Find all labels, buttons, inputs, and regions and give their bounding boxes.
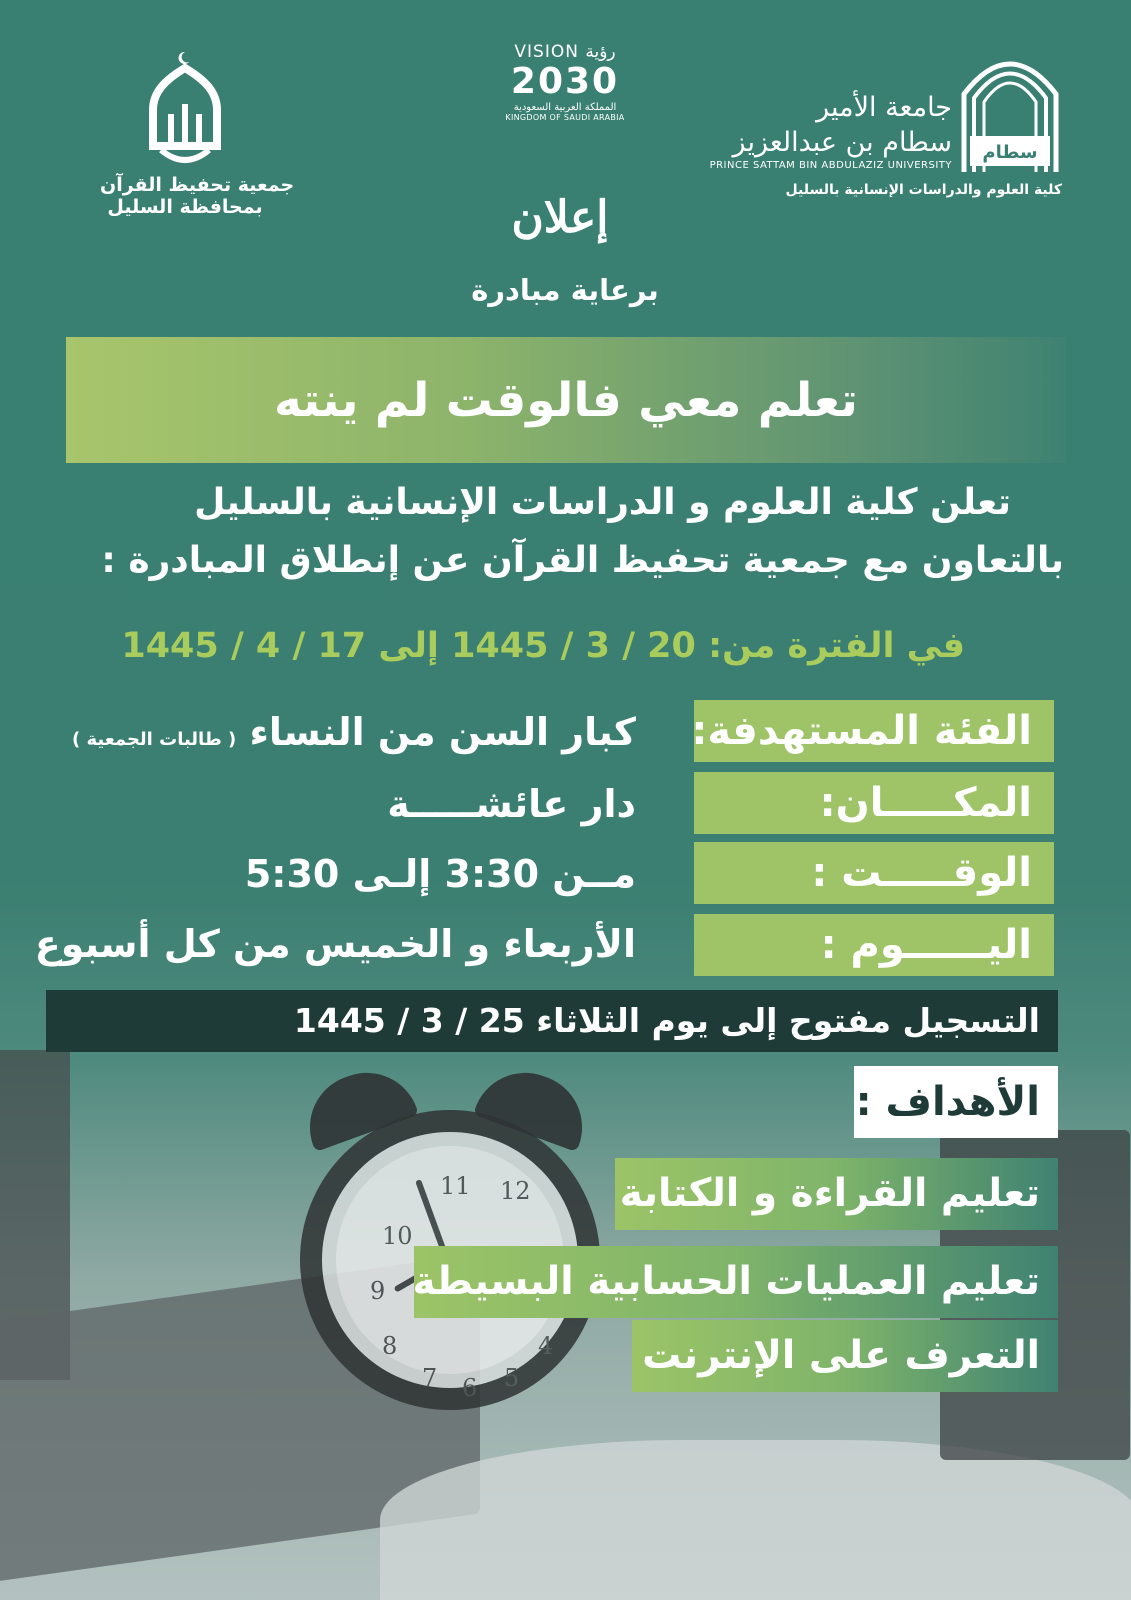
vision-arabic: رؤية xyxy=(585,42,616,62)
goal-item: تعليم العمليات الحسابية البسيطة xyxy=(414,1246,1058,1318)
vision-2030-logo xyxy=(490,42,640,122)
sponsorship-text: برعاية مبادرة xyxy=(471,273,659,307)
university-gate-icon xyxy=(960,44,1060,172)
place-value: دار عائشـــــة xyxy=(387,782,636,826)
university-name-english: PRINCE SATTAM BIN ABDULAZIZ UNIVERSITY xyxy=(709,160,952,171)
intro-line1: تعلن كلية العلوم و الدراسات الإنسانية بالسليل xyxy=(194,482,1011,523)
registration-banner: التسجيل مفتوح إلى يوم الثلاثاء 25 / 3 / 1445 xyxy=(46,990,1058,1052)
book-image xyxy=(380,1440,1131,1600)
college-name: كلية العلوم والدراسات الإنسانية بالسليل xyxy=(785,182,1062,198)
goal-item: تعليم القراءة و الكتابة xyxy=(615,1158,1058,1230)
university-logo xyxy=(709,44,1100,204)
day-label: اليــــــوم : xyxy=(694,914,1054,976)
announcement-calligraphy-text: إعلان xyxy=(511,192,609,243)
vision-subtitle-english: KINGDOM OF SAUDI ARABIA xyxy=(505,113,625,122)
vision-english: VISION xyxy=(514,42,579,62)
goals-heading: الأهداف : xyxy=(854,1066,1058,1138)
day-value: الأربعاء و الخميس من كل أسبوع xyxy=(34,922,636,966)
place-label: المكـــــان: xyxy=(694,772,1054,834)
university-name-line2: سطام بن عبدالعزيز xyxy=(732,127,952,158)
time-label: الوقـــــت : xyxy=(694,842,1054,904)
association-name-line1: جمعية تحفيظ القرآن xyxy=(100,174,295,196)
target-value xyxy=(72,710,636,754)
target-value-text: كبار السن من النساء xyxy=(249,710,636,754)
period-dates: في الفترة من: 20 / 3 / 1445 إلى 17 / 4 / 1445 xyxy=(121,626,965,666)
vision-year: 2030 xyxy=(510,61,620,102)
mosque-dome-icon xyxy=(147,50,223,170)
time-value: مــن 3:30 إلـى 5:30 xyxy=(244,852,636,896)
announcement-calligraphy xyxy=(500,170,620,260)
quran-association-logo xyxy=(100,50,295,218)
title-banner xyxy=(66,337,1066,463)
vision-subtitle-arabic: المملكة العربية السعودية xyxy=(513,102,617,113)
intro-line2: بالتعاون مع جمعية تحفيظ القرآن عن إنطلاق المبادرة : xyxy=(101,540,1064,581)
poster-title: تعلم معي فالوقت لم ينته xyxy=(274,372,858,428)
university-mark-text: سطام xyxy=(982,142,1038,163)
association-name-line2: بمحافظة السليل xyxy=(107,196,263,218)
goal-item: التعرف على الإنترنت xyxy=(632,1320,1058,1392)
university-name-line1: جامعة الأمير xyxy=(816,92,952,123)
target-note: ( طالبات الجمعية ) xyxy=(71,729,237,750)
alarm-clock-image: 11 12 10 9 8 7 6 5 4 xyxy=(300,1110,600,1410)
target-label: الفئة المستهدفة: xyxy=(694,700,1054,762)
